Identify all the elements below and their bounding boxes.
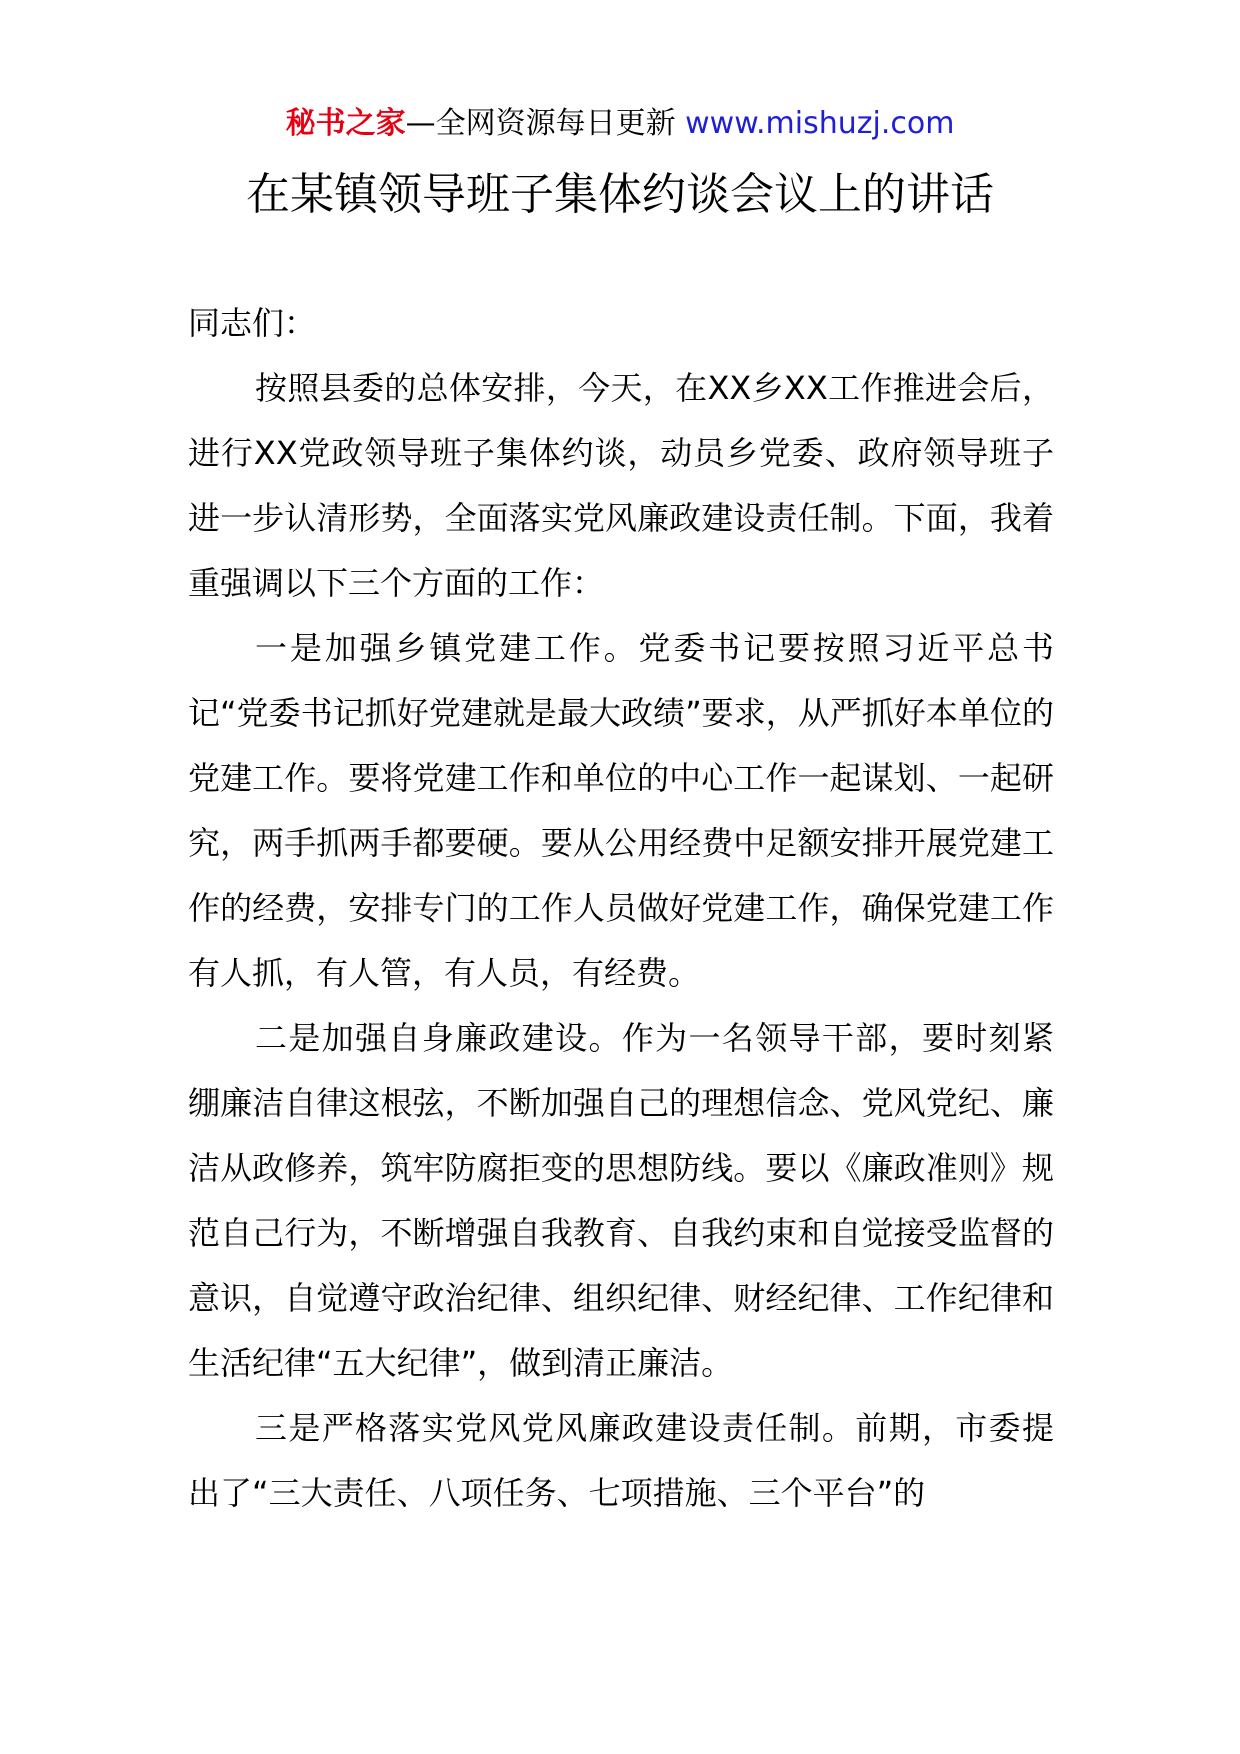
site-slogan: —全网资源每日更新 (405, 106, 686, 141)
paragraph-point-two: 二是加强自身廉政建设。作为一名领导干部，要时刻紧绷廉洁自律这根弦，不断加强自己的理想信念、党风党纪、廉洁从政修养，筑牢防腐拒变的思想防线。要以《廉政准则》规范自己行为，不断增强自我教育、自我约束和自觉接受监督的意识，自觉遵守政治纪律、组织纪律、财经纪律、工作纪律和生活纪律“五大纪律”，做到清正廉洁。 (188, 1019, 1054, 1382)
paragraph-intro: 按照县委的总体安排，今天，在XX乡XX工作推进会后，进行XX党政领导班子集体约谈，动员乡党委、政府领导班子进一步认清形势，全面落实党风廉政建设责任制。下面，我着重强调以下三个方面的工作： (188, 369, 1054, 602)
document-body (188, 291, 1054, 1526)
paragraph-point-one: 一是加强乡镇党建工作。党委书记要按照习近平总书记“党委书记抓好党建就是最大政绩”要求，从严抓好本单位的党建工作。要将党建工作和单位的中心工作一起谋划、一起研究，两手抓两手都要硬。要从公用经费中足额安排开展党建工作的经费，安排专门的工作人员做好党建工作，确保党建工作有人抓，有人管，有人员，有经费。 (188, 629, 1054, 992)
site-header (0, 100, 1240, 148)
site-url-link[interactable]: www.mishuzj.com (685, 106, 955, 141)
site-brand: 秘书之家 (285, 106, 406, 141)
document-title: 在某镇领导班子集体约谈会议上的讲话 (246, 169, 994, 220)
paragraph-point-three: 三是严格落实党风党风廉政建设责任制。前期，市委提出了“三大责任、八项任务、七项措施、三个平台”的 (188, 1409, 1054, 1512)
salutation: 同志们： (188, 304, 317, 342)
